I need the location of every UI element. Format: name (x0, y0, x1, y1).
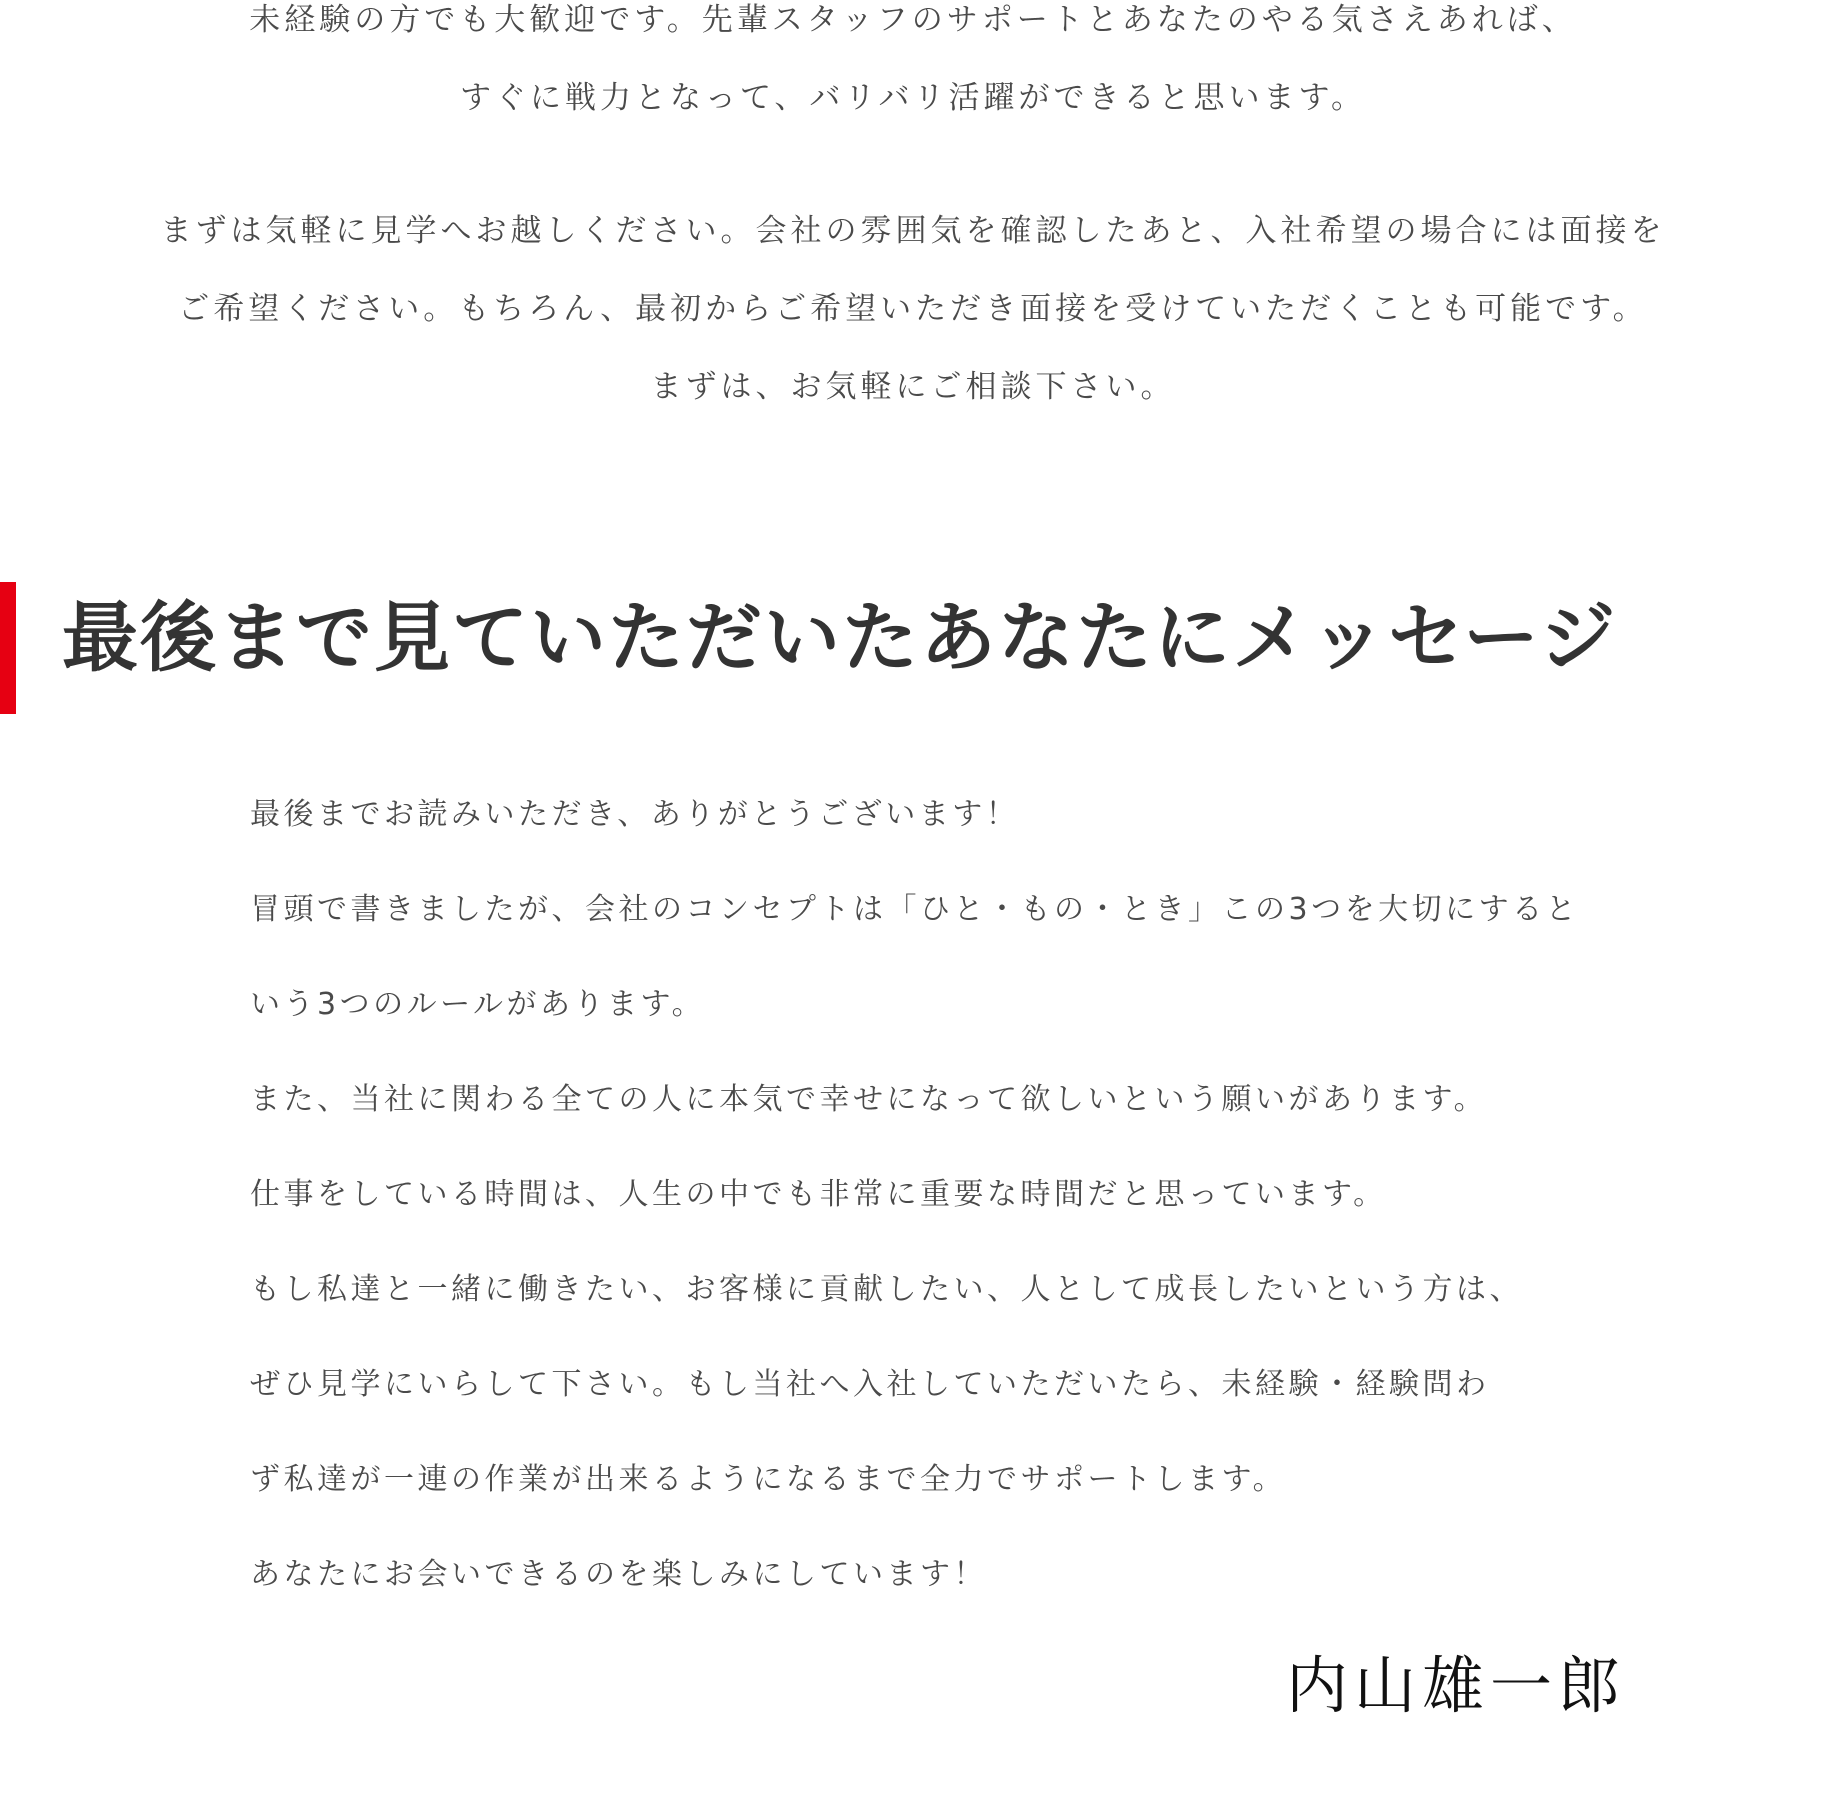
intro-text-line: すぐに戦力となって、バリバリ活躍ができると思います。 (460, 80, 1366, 116)
message-line: ぜひ見学にいらして下さい。もし当社へ入社していただいたら、未経験・経験問わ (250, 1367, 1490, 1402)
message-line: ず私達が一連の作業が出来るようになるまで全力でサポートします。 (250, 1462, 1287, 1497)
message-line: あなたにお会いできるのを楽しみにしています！ (250, 1557, 987, 1592)
intro-text-line: まずは、お気軽にご相談下さい。 (650, 369, 1176, 405)
message-line: また、当社に関わる全ての人に本気で幸せになって欲しいという願いがあります。 (250, 1082, 1488, 1117)
message-line: もし私達と一緒に働きたい、お客様に貢献したい、人として成長したいという方は、 (250, 1272, 1523, 1307)
intro-text-line: まずは気軽に見学へお越しください。会社の雰囲気を確認したあと、入社希望の場合には面接を (160, 213, 1666, 249)
intro-text-line: 未経験の方でも大歓迎です。先輩スタッフのサポートとあなたのやる気さえあれば、 (249, 2, 1577, 38)
message-line: 最後までお読みいただき、ありがとうございます！ (250, 797, 1020, 832)
signature: 内山雄一郎 (1286, 1649, 1627, 1722)
section-heading: 最後まで見ていただいたあなたにメッセージ (62, 593, 1618, 682)
intro-text-line: ご希望ください。もちろん、最初からご希望いただき面接を受けていただくことも可能です。 (178, 291, 1648, 327)
message-line: いう3つのルールがあります。 (250, 987, 706, 1022)
message-line: 冒頭で書きましたが、会社のコンセプトは「ひと・もの・とき」この3つを大切にすると (250, 892, 1580, 927)
section-accent-bar (0, 582, 16, 714)
message-line: 仕事をしている時間は、人生の中でも非常に重要な時間だと思っています。 (250, 1177, 1387, 1212)
